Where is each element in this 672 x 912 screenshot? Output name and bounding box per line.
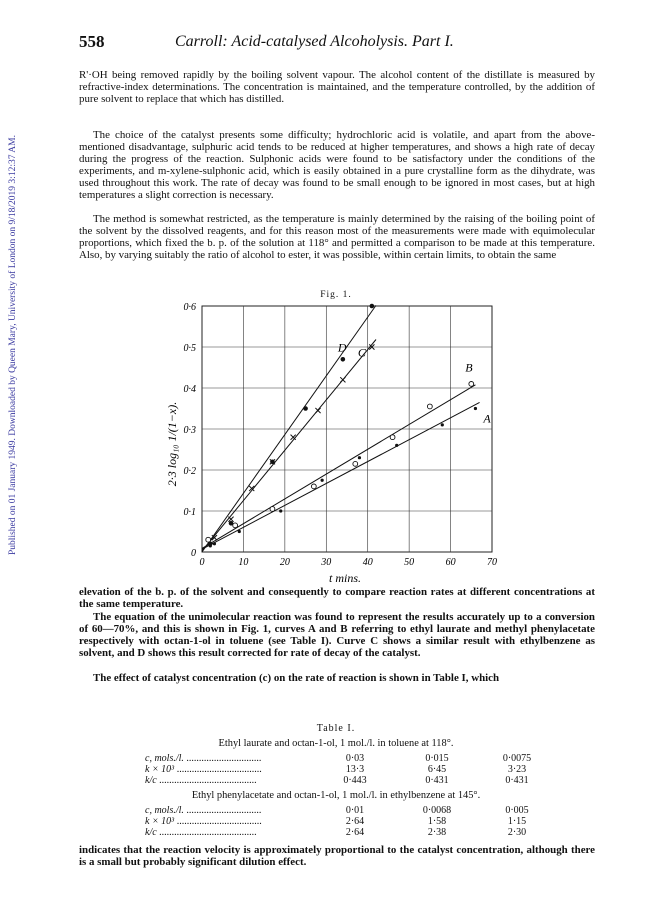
point-D xyxy=(341,357,346,362)
point-A xyxy=(441,423,444,426)
point-D xyxy=(208,542,213,547)
point-C xyxy=(340,377,345,382)
y-tick-label: 0·2 xyxy=(183,466,196,477)
cell: 2·30 xyxy=(507,827,527,838)
cell: 0·01 xyxy=(345,805,365,816)
point-A xyxy=(358,456,361,459)
paragraph-1: R'·OH being removed rapidly by the boiling solvent vapour. The alcohol content of the distillate is measured by refractive-index determinations. The concentration is maintained, and the temperature controlled, by the addition of pure solvent to replace that which has distilled. xyxy=(79,69,595,105)
cell: 2·38 xyxy=(427,827,447,838)
series-label-A: A xyxy=(483,411,491,426)
x-tick-label: 70 xyxy=(487,557,497,568)
side-note-text: Published on 01 January 1949. Downloaded by Queen Mary, University of London on 9/18/2019 3:12:37 AM. xyxy=(8,135,18,555)
point-D xyxy=(270,460,275,465)
point-B xyxy=(311,484,316,489)
page-number: 558 xyxy=(79,32,105,51)
series-label-B: B xyxy=(465,360,473,375)
table-row xyxy=(145,764,565,775)
cell: 0·443 xyxy=(343,775,367,786)
x-tick-label: 60 xyxy=(445,557,456,568)
y-tick-label: 0·3 xyxy=(183,425,196,436)
x-axis-label: t mins. xyxy=(328,571,362,585)
point-B xyxy=(206,537,211,542)
figure-caption: Fig. 1. xyxy=(320,290,352,300)
cell: 0·0075 xyxy=(502,753,532,764)
point-B xyxy=(469,382,474,387)
table-row xyxy=(145,827,565,838)
table-section-2-title: Ethyl phenylacetate and octan-1-ol, 1 mol./l. in ethylbenzene at 145°. xyxy=(191,790,481,801)
x-tick-label: 30 xyxy=(321,557,332,568)
point-B xyxy=(233,523,238,528)
series-line-B xyxy=(202,385,475,549)
point-C xyxy=(315,408,320,413)
table-row xyxy=(145,816,565,827)
point-A xyxy=(213,542,216,545)
y-axis-label: 2·3 log₁₀ 1/(1−x). xyxy=(165,401,179,487)
cell: 3·23 xyxy=(507,764,527,775)
running-title: Carroll: Acid-catalysed Alcoholysis. Part I. xyxy=(175,33,454,50)
y-tick-label: 0·4 xyxy=(183,384,196,395)
point-A xyxy=(279,509,282,512)
paragraph-4: elevation of the b. p. of the solvent and consequently to compare reaction rates at different concentrations at the same temperature. xyxy=(79,586,595,610)
cell: 2·64 xyxy=(345,816,365,827)
cell: 0·0068 xyxy=(422,805,452,816)
cell: 2·64 xyxy=(345,827,365,838)
point-D xyxy=(370,304,375,309)
row-label: k × 10³ .................................. xyxy=(145,764,262,775)
point-A xyxy=(474,407,477,410)
cell: 1·15 xyxy=(507,816,527,827)
series-line-D xyxy=(202,305,376,552)
series-label-C: C xyxy=(357,345,366,360)
point-B xyxy=(390,435,395,440)
y-tick-label: 0·6 xyxy=(183,302,196,313)
cell: 0·03 xyxy=(345,753,365,764)
point-A xyxy=(238,530,241,533)
paragraph-2: The choice of the catalyst presents some difficulty; hydrochloric acid is volatile, and apart from the above-mentioned disadvantage, sulphuric acid tends to be reduced at higher temperatures, and shows a high rate of decay during the progress of the reaction. Sulphonic acids were found to be satisfactory under the conditions of the experiments, and m-xylene-sulphonic acid, which is easily obtained in a pure crystalline form as the dihydrate, was used throughout this work. The rate of decay was found to be small enough to be ignored in most cases, but at high temperatures a slight correction is necessary. xyxy=(79,129,595,201)
y-tick-label: 0 xyxy=(191,548,196,559)
x-tick-label: 10 xyxy=(238,557,249,568)
point-B xyxy=(427,404,432,409)
cell: 0·431 xyxy=(425,775,449,786)
series-line-C xyxy=(202,340,376,551)
page-header xyxy=(79,32,599,54)
row-label: k × 10³ .................................. xyxy=(145,816,262,827)
x-tick-label: 50 xyxy=(404,557,415,568)
cell: 0·005 xyxy=(505,805,529,816)
x-tick-label: 20 xyxy=(279,557,290,568)
paragraph-5: The equation of the unimolecular reaction was found to represent the results accurately up to a conversion of 60—70%, and this is shown in Fig. 1, curves A and B referring to ethyl laurate and methyl phenylacetate respectively with octan-1-ol in toluene (see Table I). Curve C shows a similar result with ethylbenzene as solvent, and D shows this result corrected for rate of decay of the catalyst. xyxy=(79,611,595,659)
paragraph-6: The effect of catalyst concentration (c) on the rate of reaction is shown in Table I, which xyxy=(93,672,500,684)
row-label: k/c ....................................... xyxy=(145,827,257,838)
table-row xyxy=(145,805,565,816)
cell: 13·3 xyxy=(345,764,365,775)
y-tick-label: 0·1 xyxy=(183,507,196,518)
table-row xyxy=(145,775,565,786)
series-label-D: D xyxy=(337,340,347,355)
figure-1-chart xyxy=(160,296,510,586)
cell: 0·431 xyxy=(505,775,529,786)
point-D xyxy=(229,521,234,526)
table-row xyxy=(145,753,565,764)
paragraph-7: indicates that the reaction velocity is approximately proportional to the catalyst concentration, although there is a small but probably significant dilution effect. xyxy=(79,844,595,868)
x-tick-label: 40 xyxy=(362,557,373,568)
table-caption: Table I. xyxy=(316,723,356,734)
point-A xyxy=(395,444,398,447)
cell: 6·45 xyxy=(427,764,447,775)
side-watermark xyxy=(6,100,20,590)
row-label: c, mols./l. .............................. xyxy=(145,753,262,764)
paragraph-3: The method is somewhat restricted, as the temperature is mainly determined by the raising of the boiling point of the solvent by the dissolved reagents, and for this reason most of the measurements were made with equimolecular proportions, which fixed the b. p. of the solution at 118° and permitted a comparison to be made at this temperature. Also, by varying suitably the ratio of alcohol to ester, it was possible, within certain limits, to obtain the same xyxy=(79,213,595,261)
grid xyxy=(202,306,492,552)
cell: 1·58 xyxy=(427,816,447,827)
cell: 0·015 xyxy=(425,753,449,764)
row-label: c, mols./l. .............................. xyxy=(145,805,262,816)
point-A xyxy=(321,479,324,482)
y-tick-label: 0·5 xyxy=(183,343,196,354)
x-tick-label: 0 xyxy=(199,557,205,568)
point-B xyxy=(353,461,358,466)
point-B xyxy=(270,507,275,512)
row-label: k/c ....................................... xyxy=(145,775,257,786)
point-D xyxy=(303,406,308,411)
table-section-1-title: Ethyl laurate and octan-1-ol, 1 mol./l. in toluene at 118°. xyxy=(218,738,454,749)
